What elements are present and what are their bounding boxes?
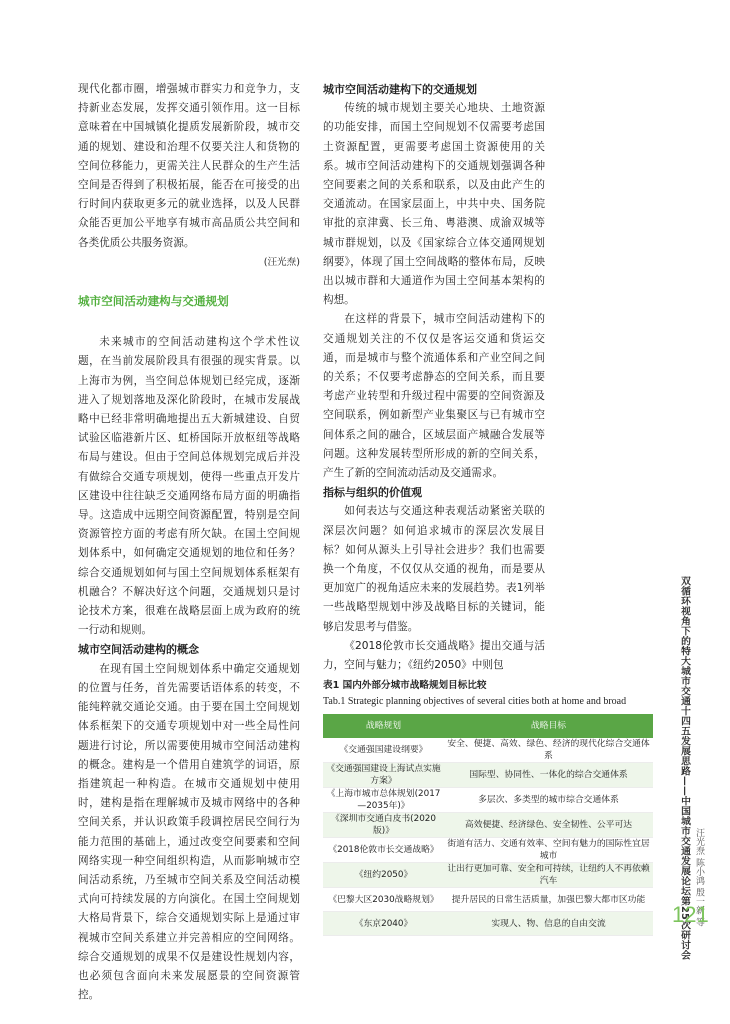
right-paragraph-1: 传统的城市规划主要关心地块、土地资源的功能安排，而国土空间规划不仅需要考虑国土资源配置，更需要考虑国土资源使用的关系。城市空间活动建构下的交通规划强调各种空间要素之间的关系和联系，以及由此产生的交通流动。在国家层面上，中共中央、国务院审批的京津冀、长三角、粤港澳、成渝双城等城市群规划，以及《国家综合立体交通网规划纲要》，体现了国土空间战略的整体布局，反映出以城市群和大通道作为国土空间基本架构的构想。 [323,102,545,307]
table-cell: 提升居民的日常生活质量，加强巴黎大都市区功能 [444,888,653,912]
right-heading: 城市空间活动建构下的交通规划 [323,83,477,96]
strategy-table [323,714,653,936]
table-row [323,888,653,912]
right-column [323,80,545,675]
table-block [323,664,653,936]
table-cell: 让出行更加可靠、安全和可持续，让纽约人不再依赖汽车 [444,863,653,888]
right-paragraph-2: 在这样的背景下，城市空间活动建构下的交通规划关注的不仅仅是客运交通和货运交通，而是城市与整个流通体系和产业空间之间的关系；不仅要考虑静态的空间关系，而且要考虑产业转型和升级过程中需要的空间资源及空间联系，例如新型产业集聚区与已有城市空间体系之间的融合，区域层面产城融合发展等问题。这种发展转型所形成的新的空间关系，产生了新的空间流动活动及交通需求。 [323,313,545,480]
running-title: 双循环视角下的特大城市交通十四五发展思路——中国城市交通发展论坛第25次研讨会 [679,576,690,961]
table-cell: 高效便捷、经济绿色、安全韧性、公平可达 [444,813,653,838]
table-row [323,838,653,863]
table-header-row [323,714,653,738]
table-row [323,813,653,838]
table-cell: 《深圳市交通白皮书(2020版)》 [323,813,444,838]
table-row [323,912,653,936]
table-cell: 《上海市城市总体规划(2017—2035年)》 [323,788,444,813]
table-cell: 《巴黎大区2030战略规划》 [323,888,444,912]
table-cell: 《纽约2050》 [323,863,444,888]
table-caption-cn: 表1 国内外部分城市战略规划目标比较 [323,680,487,691]
table-cell: 街道有活力、交通有效率、空间有魅力的国际性宜居城市 [444,838,653,863]
table-cell: 实现人、物、信息的自由交流 [444,912,653,936]
table-cell: 多层次、多类型的城市综合交通体系 [444,788,653,813]
table-row [323,738,653,763]
left-column [78,80,300,1005]
table-cell: 《交通强国建设纲要》 [323,738,444,763]
concept-paragraph: 在现有国土空间规划体系中确定交通规划的位置与任务，首先需要话语体系的转变，不能纯粹就交通论交通。由于要在国土空间规划体系框架下的交通专项规划中对一些全局性问题进行讨论，所以需要使用城市空间活动建构的概念。建构是一个借用自建筑学的词语，原指建筑起一种构造。在城市交通规划中使用时，建构是指在理解城市及城市网络中的各种空间关系，并认识政策手段调控居民空间行为能力范围的基础上，通过改变空间要素和空间网络实现一种空间组织构造，从而影响城市空间活动系统，乃至城市空间关系及空间活动模式向可持续发展的方向演化。在国土空间规划大格局背景下，综合交通规划实际上是通过审视城市空间关系建立并完善相应的空间网络。综合交通规划的成果不仅是建设性规划内容，也必须包含面向未来发展愿景的空间资源管控。 [78,662,300,1002]
table-cell: 国际型、协同性、一体化的综合交通体系 [444,763,653,788]
concept-subheading: 城市空间活动建构的概念 [78,643,199,657]
right-paragraph-3: 如何表达与交通这种表观活动紧密关联的深层次问题？如何追求城市的深层次发展目标？如何从源头上引导社会进步？我们也需要换一个角度，不仅仅从交通的视角，而是要从更加宽广的视角适应未来的发展趋势。表1列举一些战略型规划中涉及战略目标的关键词，能够启发思考与借鉴。 [323,505,545,633]
right-paragraph-4: 《2018伦敦市长交通战略》提出交通与活力，空间与魅力；《纽约2050》中则包 [323,639,545,672]
values-subheading: 指标与组织的价值观 [323,486,422,500]
table-cell: 《2018伦敦市长交通战略》 [323,838,444,863]
table-caption-en: Tab.1 Strategic planning objectives of several cities both at home and broad [323,696,627,707]
table-row [323,763,653,788]
table-header-cell: 战略目标 [444,714,653,738]
section-heading: 城市空间活动建构与交通规划 [78,294,229,309]
table-cell: 《东京2040》 [323,912,444,936]
signature: (汪光焘) [263,256,300,268]
table-row [323,788,653,813]
table-header-cell: 战略规划 [323,714,444,738]
page-number: 121 [672,902,709,927]
table-cell: 安全、便捷、高效、绿色、经济的现代化综合交通体系 [444,738,653,763]
table-row [323,863,653,888]
running-authors: 汪光焘 陈小鸿 殷一新 等 [694,828,704,927]
table-cell: 《交通强国建设上海试点实施方案》 [323,763,444,788]
intro-paragraph: 现代化都市圈，增强城市群实力和竞争力，支持新业态发展，发挥交通引领作用。这一目标意味着在中国城镇化提质发展新阶段，城市交通的规划、建设和治理不仅要关注人和货物的空间位移能力，更需关注人民群众的生产生活空间是否得到了积极拓展，能否在可接受的出行时间内获取更多元的就业选择，以及人民群众能否更加公平地享有城市高品质公共空间和各类优质公共服务资源。 [78,83,300,249]
section-paragraph: 未来城市的空间活动建构这个学术性议题，在当前发展阶段具有很强的现实背景。以上海市为例，当空间总体规划已经完成，逐渐进入了规划落地及深化阶段时，在城市发展战略中已经非常明确地提出五大新城建设、自贸试验区临港新片区、虹桥国际开放枢纽等战略布局与建设。但由于空间总体规划完成后并没有做综合交通专项规划，使得一些重点开发片区建设中往往缺乏交通网络布局方面的明确指导。这造成中远期空间资源配置，特别是空间资源管控方面的考虑有所欠缺。在国土空间规划体系中，如何确定交通规划的地位和任务？综合交通规划如何与国土空间规划体系框架有机融合？不解决好这个问题，交通规划只是讨论技术方案，很难在战略层面上成为政府的统一行动和规则。 [78,336,300,637]
